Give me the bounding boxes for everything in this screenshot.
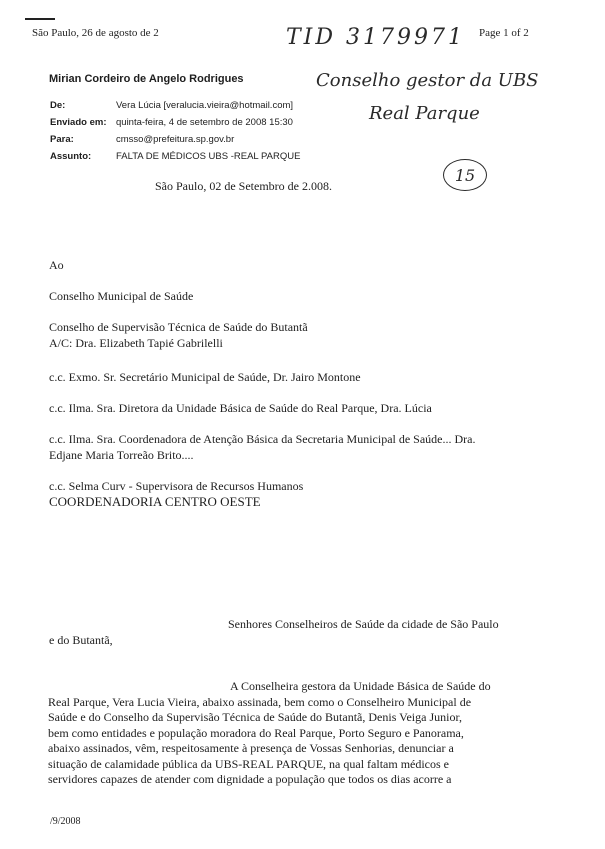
recipient-line: Conselho Municipal de Saúde bbox=[49, 289, 194, 303]
body-line: servidores capazes de atender com dignidade a população que todos os dias acorre a bbox=[48, 772, 452, 787]
handwritten-note-line1: Conselho gestor da UBS bbox=[316, 70, 539, 91]
email-field-value: quinta-feira, 4 de setembro de 2008 15:30 bbox=[116, 117, 293, 128]
header-location-date: São Paulo, 26 de agosto de 2 bbox=[32, 27, 159, 39]
footer-date-fragment: /9/2008 bbox=[50, 816, 81, 827]
email-field-value: cmsso@prefeitura.sp.gov.br bbox=[116, 134, 235, 145]
recipient-line: c.c. Exmo. Sr. Secretário Municipal de Saúde, Dr. Jairo Montone bbox=[49, 370, 361, 384]
recipient-line: Edjane Maria Torreão Brito.... bbox=[49, 448, 194, 462]
letter-body-paragraph bbox=[48, 695, 542, 787]
body-line: abaixo assinados, vêm, respeitosamente à presença de Vossas Senhorias, denunciar a bbox=[48, 741, 454, 756]
email-sender-name: Mirian Cordeiro de Angelo Rodrigues bbox=[49, 73, 244, 85]
letter-salutation: Ao bbox=[49, 258, 64, 272]
circled-number: 15 bbox=[443, 159, 487, 191]
recipient-line: c.c. Selma Curv - Supervisora de Recursos Humanos bbox=[49, 479, 304, 493]
recipient-line: COORDENADORIA CENTRO OESTE bbox=[49, 494, 261, 509]
recipient-line: c.c. Ilma. Sra. Coordenadora de Atenção Básica da Secretaria Municipal de Saúde... Dra. bbox=[49, 432, 476, 446]
email-field-label: Assunto: bbox=[50, 151, 92, 162]
recipient-line: A/C: Dra. Elizabeth Tapié Gabrilelli bbox=[49, 336, 223, 350]
body-line: A Conselheira gestora da Unidade Básica de Saúde do bbox=[230, 679, 491, 693]
greeting-line: Senhores Conselheiros de Saúde da cidade de São Paulo bbox=[228, 617, 499, 631]
handwritten-tid: TID 3179971 bbox=[286, 25, 465, 50]
body-line: bem como entidades e população moradora do Real Parque, Porto Seguro e Panorama, bbox=[48, 725, 464, 740]
greeting-line: e do Butantã, bbox=[49, 633, 113, 647]
body-line: situação de calamidade pública da UBS-REAL PARQUE, na qual faltam médicos e bbox=[48, 756, 450, 771]
body-line: Real Parque, Vera Lucia Vieira, abaixo assinada, bem como o Conselheiro Municipal de bbox=[48, 695, 472, 709]
recipient-line: c.c. Ilma. Sra. Diretora da Unidade Básica de Saúde do Real Parque, Dra. Lúcia bbox=[49, 401, 432, 415]
handwritten-note-line2: Real Parque bbox=[369, 103, 480, 124]
body-line: Saúde e do Conselho da Supervisão Técnica de Saúde do Butantã, Denis Veiga Junior, bbox=[48, 710, 462, 725]
email-field-label: Para: bbox=[50, 134, 74, 145]
page-indicator: Page 1 of 2 bbox=[479, 27, 529, 39]
scan-mark bbox=[25, 18, 55, 20]
letter-date: São Paulo, 02 de Setembro de 2.008. bbox=[155, 179, 332, 193]
recipient-line: Conselho de Supervisão Técnica de Saúde do Butantã bbox=[49, 320, 308, 334]
email-field-value: FALTA DE MÉDICOS UBS -REAL PARQUE bbox=[116, 151, 301, 162]
email-field-value: Vera Lúcia [veralucia.vieira@hotmail.com] bbox=[116, 100, 294, 111]
email-field-label: Enviado em: bbox=[50, 117, 107, 128]
email-field-label: De: bbox=[50, 100, 66, 111]
